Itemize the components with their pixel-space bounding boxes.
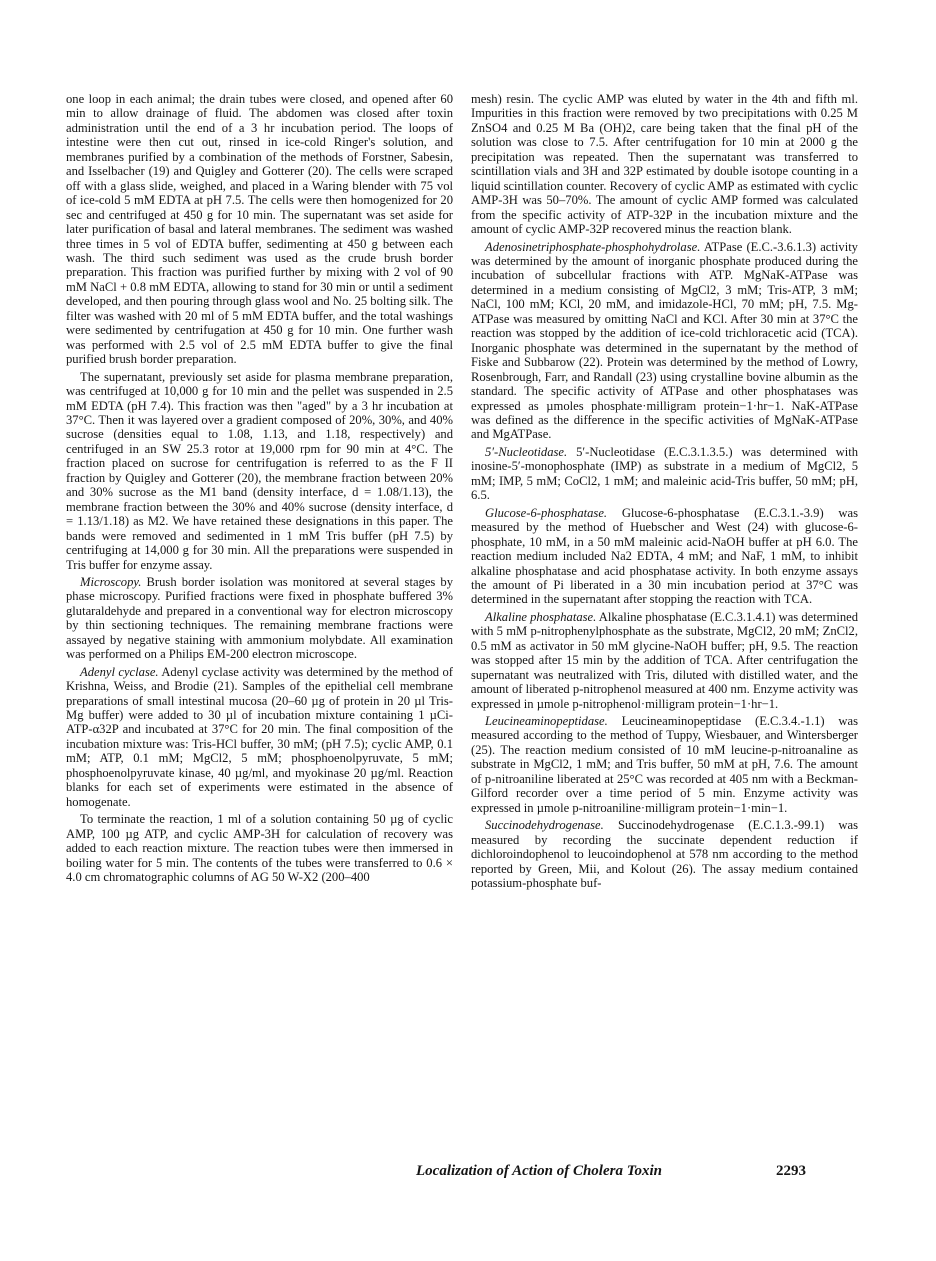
paragraph [471,92,858,237]
section-heading: Alkaline phosphatase. [485,609,597,624]
left-column [66,92,453,884]
paragraph [471,610,858,711]
paragraph [471,818,858,890]
paragraph-text: Brush border isolation was monitored at several stages by phase microscopy. Purified fractions were fixed in phosphate buffered 3% glutaraldehyde and prepared in a conventional way for electron microscopy by thin sectioning techniques. The remaining membrane fractions were assayed by negative staining with ammonium molybdate. All examination was performed on a Philips EM-200 electron microscope. [66,574,453,662]
paragraph-text: Adenyl cyclase activity was determined by the method of Krishna, Weiss, and Brodie (21). Samples of the epithelial cell membrane preparations of small intestinal mucosa (20–60 µg of protein in 20 µl Tris-Mg buffer) were added to 30 µl of incubation mixture containing 1 µCi-ATP-α32P and incubated at 37°C for 20 min. The final composition of the incubation mixture was: Tris-HCl buffer, 30 mM; (pH 7.5); cyclic AMP, 0.1 mM; ATP, 0.1 mM; MgCl2, 5 mM; phosphoenolpyruvate, 5 mM; phosphoenolpyruvate kinase, 40 µg/ml, and myokinase 20 µg/ml. Reaction blanks for each set of experiments were estimated in the absence of homogenate. [66,664,453,809]
section-heading: Leucineaminopeptidase. [485,714,608,729]
paragraph-text: To terminate the reaction, 1 ml of a solution containing 50 µg of cyclic AMP, 100 µg ATP, and cyclic AMP-3H for calculation of recovery was added to each reaction mixture. The reaction tubes were then immersed in boiling water for 5 min. The contents of the tubes were transferred to 0.6 × 4.0 cm chromatographic columns of AG 50 W-X2 (200–400 [66,812,453,885]
paragraph [66,92,453,367]
section-heading: 5′-Nucleotidase. [485,444,568,459]
paragraph-text: one loop in each animal; the drain tubes were closed, and opened after 60 min to allow drainage of fluid. The abdomen was closed after toxin administration until the end of a 3 hr incubation period. The loops of intestine were then cut out, rinsed in ice-cold Ringer's solution, and membranes purified by a combination of the methods of Forstner, Sabesin, and Isselbacher (19) and Quigley and Gotterer (20). The cells were scraped off with a glass slide, weighed, and placed in a Waring blender with 75 vol of ice-cold 5 mM EDTA at pH 7.5. The cells were then homogenized for 20 sec and centrifuged at 450 g for 10 min. The supernatant was set aside for later purification of basal and lateral membranes. The sediment was washed three times in 5 vol of EDTA buffer, sedimenting at 450 g between each wash. The third such sediment was used as the crude brush border preparation. This fraction was purified further by mixing with 2 vol of 90 mM NaCl + 0.8 mM EDTA, allowing to stand for 30 min or until a sediment developed, and then pouring through glass wool and No. 25 bolting silk. The filter was washed with 20 ml of 5 mM EDTA buffer, and the total washings were sedimented by centrifugation at 450 g for 10 min. One further wash was performed with 2.5 vol of 2.5 mM EDTA buffer to give the final purified brush border preparation. [66,92,453,367]
right-column [471,92,858,890]
paragraph-text: ATPase (E.C.-3.6.1.3) activity was determined by the amount of inorganic phosphate produced during the incubation of subcellular fractions with ATP. MgNaK-ATPase was determined in a medium consisting of MgCl2, 3 mM; Tris-ATP, 3 mM; NaCl, 100 mM; KCl, 20 mM, and imidazole-HCl, 70 mM; pH, 7.5. Mg-ATPase was measured by omitting NaCl and KCl. After 30 min at 37°C the reaction was stopped by the addition of ice-cold trichloracetic acid (TCA). Inorganic phosphate was determined in the supernatant by the method of Fiske and Subbarow (22). Protein was determined by the method of Lowry, Rosenbrough, Farr, and Randall (23) using crystalline bovine albumin as the standard. The specific activity of ATPase and other phosphatases was expressed as µmoles phosphate·milligram protein−1·hr−1. NaK-ATPase was defined as the difference in the specific activities of MgNaK-ATPase and MgATPase. [471,239,858,442]
paragraph-text: 5′-Nucleotidase (E.C.3.1.3.5.) was determined with inosine-5′-monophosphate (IMP) as substrate in a medium of MgCl2, 5 mM; IMP, 5 mM; CoCl2, 1 mM; and maleinic acid-Tris buffer, 50 mM; pH, 6.5. [471,444,858,503]
paragraph-text: mesh) resin. The cyclic AMP was eluted by water in the 4th and fifth ml. Impurities in this fraction were removed by two precipitations with 0.25 M ZnSO4 and 0.25 M Ba (OH)2, care being taken that the final pH of the solution was close to 7.5. After centrifugation for 10 min at 2000 g the precipitation was repeated. Then the supernatant was transferred to scintillation vials and 3H and 32P estimated by double isotope counting in a liquid scintillation counter. Recovery of cyclic AMP as estimated with cyclic AMP-3H was 50–70%. The amount of cyclic AMP formed was calculated from the specific activity of ATP-32P in the incubation mixture and the amount of cyclic AMP-32P recovered minus the reaction blank. [471,92,858,237]
paragraph [471,714,858,815]
paragraph-text: Succinodehydrogenase (E.C.1.3.-99.1) was measured by recording the succinate dependent reduction if dichloroindophenol to leucoindophenol at 578 nm according to the method reported by Green, Mii, and Kolout (26). The assay medium contained potassium-phosphate buf- [471,818,858,891]
paragraph-text: The supernatant, previously set aside for plasma membrane preparation, was centrifuged at 10,000 g for 10 min and the pellet was suspended in 2.5 mM EDTA (pH 7.4). This fraction was then "aged" by a 3 hr incubation at 37°C. Then it was layered over a gradient composed of 20%, 30%, and 40% sucrose (densities equal to 1.08, 1.13, and 1.18, respectively) and centrifuged in an SW 25.3 rotor at 19,000 rpm for 90 min at 4°C. The fraction placed on sucrose for centrifugation is referred to as the F II fraction by Quigley and Gotterer (20), the membrane fraction between 20% and 30% sucrose as the M1 band (density interface, d = 1.08/1.13), the membrane fraction between the 30% and 40% sucrose (density interface, d = 1.13/1.18) as M2. We have retained these designations in this paper. The bands were removed and sedimented in 1 mM Tris buffer (pH 7.5) by centrifuging at 14,000 g for 30 min. All the preparations were suspended in Tris buffer for enzyme assay. [66,369,453,572]
paragraph [471,240,858,442]
paragraph-text: Glucose-6-phosphatase (E.C.3.1.-3.9) was measured by the method of Huebscher and West (24) with glucose-6-phosphate, 10 mM, in a 50 mM maleinic acid-NaOH buffer at pH 6.0. The reaction medium included Na2 EDTA, 4 mM; and NaF, 1 mM, to inhibit alkaline phosphatase and acid phosphatase activity. In both enzyme assays the amount of Pi liberated in a 30 min incubation period at 37°C was determined in the supernatant after stopping the reaction with TCA. [471,505,858,607]
page-number: 2293 [776,1163,806,1179]
section-heading: Glucose-6-phosphatase. [485,505,608,520]
paragraph [66,812,453,884]
paragraph [66,370,453,572]
section-heading: Microscopy. [80,574,142,589]
section-heading: Adenosinetriphosphate-phosphohydrolase. [485,239,701,254]
paragraph [471,445,858,503]
paragraph-text: Alkaline phosphatase (E.C.3.1.4.1) was determined with 5 mM p-nitrophenylphosphate as the substrate, MgCl2, 20 mM; ZnCl2, 0.5 mM as activator in 50 mM glycine-NaOH buffer; pH, 9.5. The reaction was stopped after 15 min by the addition of TCA. After centrifugation the supernatant was neutralized with Tris, diluted with distilled water, and the amount of liberated p-nitrophenol measured at 400 nm. Enzyme activity was expressed in µmole p-nitrophenol·milligram protein−1·hr−1. [471,609,858,711]
page-footer [416,1162,806,1180]
section-heading: Succinodehydrogenase. [485,818,604,833]
section-heading: Adenyl cyclase. [80,664,159,679]
paragraph [471,506,858,607]
paragraph-text: Leucineaminopeptidase (E.C.3.4.-1.1) was measured according to the method of Tuppy, Wiesbauer, and Wintersberger (25). The reaction medium consisted of 10 mM leucine-p-nitroanaline as substrate in MgCl2, 1 mM; and Tris buffer, 50 mM at pH, 7.6. The amount of p-nitroaniline liberated at 25°C was recorded at 405 nm with a Beckman-Gilford recorder over a time period of 5 min. Enzyme activity was expressed in µmole p-nitroaniline·milligram protein−1·min−1. [471,714,859,815]
journal-page [66,92,870,1202]
paragraph [66,665,453,810]
paragraph [66,575,453,662]
running-title: Localization of Action of Cholera Toxin [416,1163,662,1179]
